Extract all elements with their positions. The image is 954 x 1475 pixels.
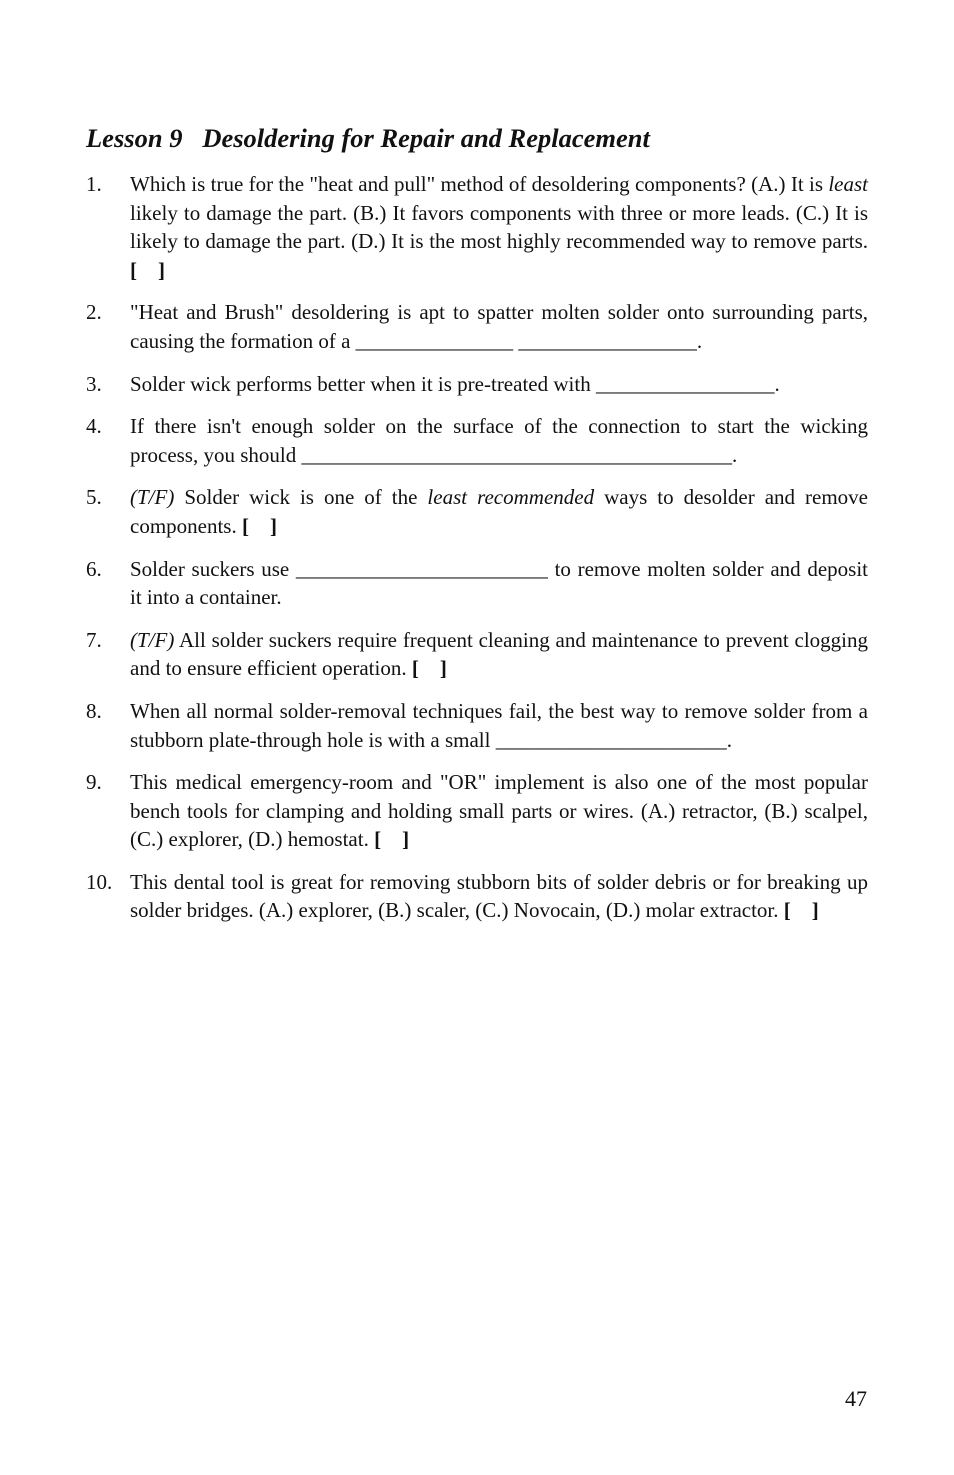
question-number: 4.: [86, 414, 102, 439]
question-number: 9.: [86, 770, 102, 795]
question-text-segment: All solder suckers require frequent cleaning and maintenance to prevent clogging and to ensure efficient operation.: [130, 627, 868, 681]
question-text: [130, 298, 868, 355]
question-number: 8.: [86, 698, 102, 723]
question-text-segment: likely to damage the part. (B.) It favors components with three or more leads. (C.) It is likely to damage the part. (D.) It is the most highly recommended way to remove parts.: [130, 200, 868, 254]
question-text-emphasis: (T/F): [130, 627, 175, 652]
answer-bracket: [ ]: [783, 898, 819, 923]
question-number: 6.: [86, 556, 102, 581]
question-item: [86, 298, 868, 355]
question-item: [86, 868, 868, 925]
question-item: [86, 768, 868, 854]
question-text-segment: Solder suckers use ________________________ to remove molten solder and deposit it into a container.: [130, 556, 868, 610]
question-number: 1.: [86, 172, 102, 196]
question-text-segment: "Heat and Brush" desoldering is apt to spatter molten solder onto surrounding parts, causing the formation of a _______________ _________________.: [130, 300, 868, 353]
question-item: [86, 483, 868, 540]
question-text-segment: Which is true for the "heat and pull" method of desoldering components? (A.) It is: [130, 172, 829, 196]
question-number: 10.: [86, 869, 113, 894]
question-text: [130, 170, 868, 284]
question-text: [130, 768, 868, 854]
question-item: [86, 412, 868, 469]
question-text-emphasis: least: [828, 172, 868, 196]
page-number: 47: [845, 1386, 867, 1411]
question-text-segment: ways to desolder and remove components.: [130, 485, 868, 538]
question-text-segment: When all normal solder-removal techniques fail, the best way to remove solder from a stubborn plate-through hole is with a small ______________________.: [130, 698, 868, 752]
question-text: [130, 555, 868, 612]
question-item: [86, 170, 868, 284]
question-text: [130, 370, 868, 399]
question-number: 3.: [86, 371, 102, 396]
answer-bracket: [ ]: [411, 656, 447, 681]
lesson-title: Lesson 9 Desoldering for Repair and Replacement: [86, 123, 650, 153]
answer-bracket: [ ]: [374, 827, 410, 852]
question-text-segment: Solder wick is one of the: [174, 485, 428, 510]
question-text-emphasis: least recommended: [427, 485, 595, 510]
question-text: [130, 412, 868, 469]
answer-bracket: [ ]: [241, 513, 277, 538]
question-text-segment: Solder wick performs better when it is pre-treated with _________________.: [130, 371, 780, 396]
question-text: [130, 868, 868, 925]
answer-bracket: [ ]: [130, 257, 165, 282]
question-text: [130, 697, 868, 754]
question-item: [86, 697, 868, 754]
question-text: [130, 626, 868, 683]
question-number: 5.: [86, 485, 102, 510]
question-text: [130, 483, 868, 540]
question-text-segment: If there isn't enough solder on the surface of the connection to start the wicking process, you should _________________________________________.: [130, 414, 868, 467]
question-number: 2.: [86, 300, 102, 325]
question-text-emphasis: (T/F): [130, 485, 175, 510]
question-item: [86, 626, 868, 683]
question-number: 7.: [86, 627, 102, 652]
question-item: [86, 555, 868, 612]
question-item: [86, 370, 868, 399]
question-list: [86, 170, 868, 939]
question-text-segment: This dental tool is great for removing stubborn bits of solder debris or for breaking up solder bridges. (A.) explorer, (B.) scaler, (C.) Novocain, (D.) molar extractor.: [130, 869, 868, 923]
question-text-segment: This medical emergency-room and "OR" implement is also one of the most popular bench tools for clamping and holding small parts or wires. (A.) retractor, (B.) scalpel, (C.) explorer, (D.) hemostat.: [130, 770, 868, 852]
